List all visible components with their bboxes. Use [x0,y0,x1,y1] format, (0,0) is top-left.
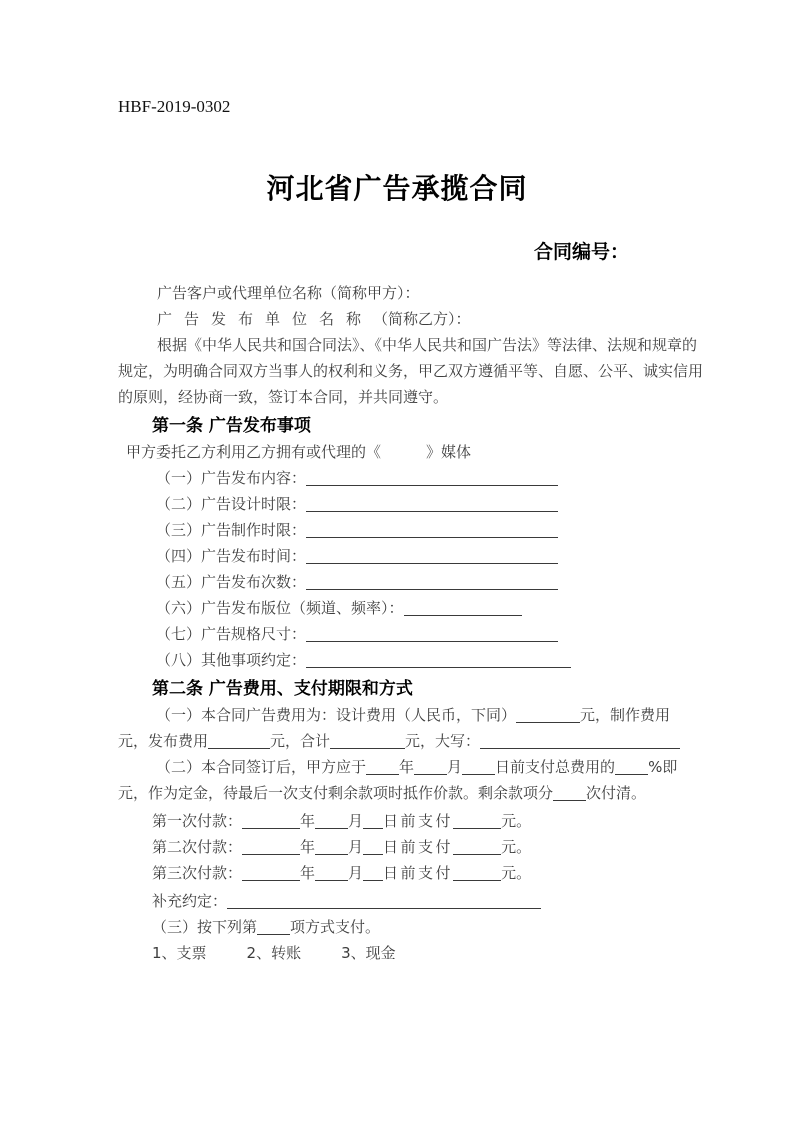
payment-yuan: 元。 [501,838,532,856]
party-a-line: 广告客户或代理单位名称（简称甲方）： [157,284,420,302]
party-b-name: 广告发布单位名称 [157,310,374,328]
media-line-pre: 甲方委托乙方利用乙方拥有或代理的《 [126,443,382,461]
contract-body [118,280,704,966]
blank-field [453,841,501,855]
list-item-label: （二）广告设计时限： [156,495,307,513]
option-cheque: 1、支票 [152,944,207,962]
option-cash: 3、现金 [341,944,396,962]
blank-field [208,735,270,749]
blank-field [306,654,571,668]
blank-field [363,815,383,829]
fee-line2-s1: 元，发布费用 [118,732,209,750]
payment-label: 第二次付款： [152,838,243,856]
list-item-1 [118,465,676,491]
deposit2-s2: 次付清。 [586,784,647,802]
payment-pay-text: 日前支付 [383,838,454,856]
fee-line-2 [118,728,676,754]
blank-field [480,735,680,749]
list-item-5 [118,569,676,595]
media-line [118,439,676,465]
fee-line2-s3: 元，大写： [405,732,481,750]
party-b-rest: （简称乙方）： [373,310,471,328]
blank-field [404,602,522,616]
payment-year: 年 [300,838,316,856]
payment-month: 月 [348,838,364,856]
blank-field [242,815,300,829]
party-b-line [118,306,676,332]
list-item-label: （七）广告规格尺寸： [156,625,307,643]
document-number: HBF-2019-0302 [118,97,231,116]
list-item-3 [118,517,676,543]
payment-label: 第三次付款： [152,864,243,882]
option-transfer: 2、转账 [246,944,302,962]
blank-field [315,867,348,881]
blank-field [414,761,447,775]
deposit2-s1: 元，作为定金，待最后一次支付剩余款项时抵作价款。剩余款项分 [118,784,554,802]
preamble-line-1: 根据《中华人民共和国合同法》、《中华人民共和国广告法》等法律、法规和规章的 [157,336,698,354]
payment-label: 第一次付款： [152,812,243,830]
blank-field [306,576,558,590]
supplement-label: 补充约定： [152,892,228,910]
list-item-label: （四）广告发布时间： [156,547,307,565]
payment-row-2 [118,834,676,860]
list-item-4 [118,543,676,569]
blank-field [315,841,348,855]
document-title: 河北省广告承揽合同 [266,172,528,205]
blank-field [615,761,648,775]
payment-month: 月 [348,812,364,830]
blank-field [242,841,300,855]
blank-field [306,628,558,642]
supplement-line [118,888,676,914]
payment-month: 月 [348,864,364,882]
contract-number-label: 合同编号： [533,241,629,263]
blank-field [330,735,405,749]
blank-field [363,841,383,855]
list-item-6 [118,595,676,621]
blank-field [363,867,383,881]
blank-field [462,761,495,775]
list-item-label: （一）广告发布内容： [156,469,307,487]
media-line-post: 》媒体 [426,443,472,461]
deposit-s5: %即 [648,758,678,776]
payment-yuan: 元。 [501,864,532,882]
deposit-line-1 [118,754,676,780]
blank-field [306,498,558,512]
blank-field [227,895,541,909]
list-item-7 [118,621,676,647]
payment-pay-text: 日前支付 [383,812,454,830]
payment-row-3 [118,860,676,886]
blank-field [453,815,501,829]
blank-field [366,761,399,775]
payment-pay-text: 日前支付 [383,864,454,882]
payment-yuan: 元。 [501,812,532,830]
blank-field [306,524,558,538]
pay-method-line [118,914,676,940]
deposit-s3: 月 [447,758,463,776]
payment-row-1 [118,808,676,834]
blank-field [315,815,348,829]
fee-line1-pre: （一）本合同广告费用为：设计费用（人民币，下同） [156,706,517,724]
blank-field [257,921,290,935]
pay-method-pre: （三）按下列第 [152,918,258,936]
preamble-line-3: 的原则，经协商一致，签订本合同，并共同遵守。 [118,388,449,406]
blank-field [306,472,558,486]
payment-year: 年 [300,812,316,830]
deposit-line-2 [118,780,676,806]
deposit-s2: 年 [399,758,415,776]
list-item-label: （五）广告发布次数： [156,573,307,591]
payment-year: 年 [300,864,316,882]
fee-line1-post: 元，制作费用 [580,706,671,724]
preamble-line-2: 规定，为明确合同双方当事人的权利和义务，甲乙双方遵循平等、自愿、公平、诚实信用 [118,362,704,380]
blank-field [553,787,586,801]
deposit-s4: 日前支付总费用的 [495,758,616,776]
blank-field [453,867,501,881]
list-item-8 [118,647,676,673]
blank-field [516,709,580,723]
blank-field [242,867,300,881]
deposit-s1: （二）本合同签订后，甲方应于 [156,758,367,776]
fee-line-1 [118,702,676,728]
section2-heading: 第二条 广告费用、支付期限和方式 [152,679,413,699]
fee-line2-s2: 元，合计 [270,732,331,750]
list-item-label: （六）广告发布版位（频道、频率）： [156,599,404,617]
list-item-label: （三）广告制作时限： [156,521,307,539]
pay-method-post: 项方式支付。 [290,918,381,936]
list-item-label: （八）其他事项约定： [156,651,307,669]
section1-heading: 第一条 广告发布事项 [152,416,311,436]
pay-options-line [118,940,676,966]
blank-field [306,550,558,564]
list-item-2 [118,491,676,517]
